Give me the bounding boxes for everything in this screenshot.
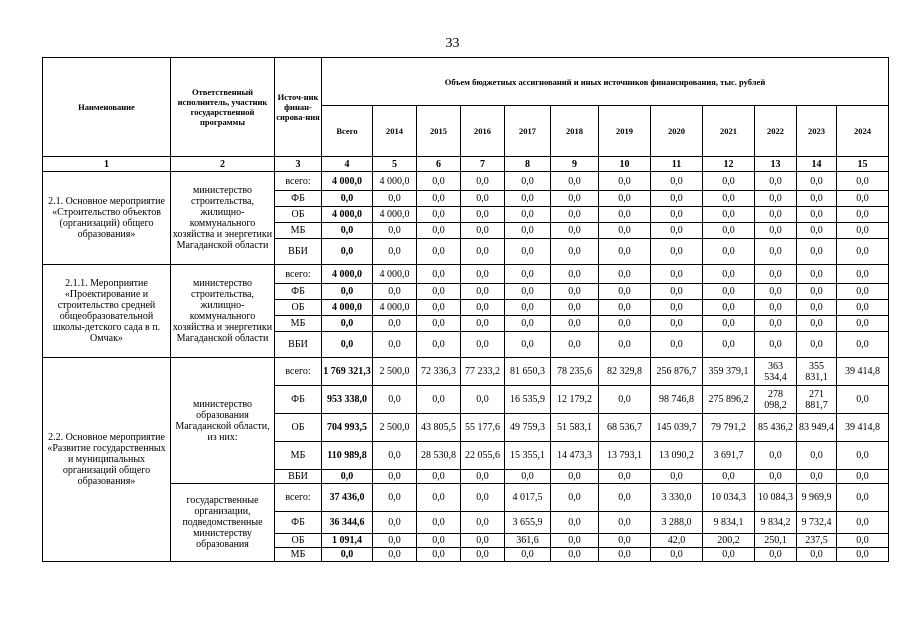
value-cell: 0,0 bbox=[551, 300, 599, 316]
value-cell: 0,0 bbox=[505, 239, 551, 265]
value-cell: 0,0 bbox=[417, 239, 461, 265]
total-value-cell: 0,0 bbox=[322, 470, 373, 484]
value-cell: 0,0 bbox=[797, 191, 837, 207]
source-cell: ФБ bbox=[275, 512, 322, 534]
value-cell: 0,0 bbox=[551, 284, 599, 300]
column-number: 1 bbox=[43, 157, 171, 172]
value-cell: 49 759,3 bbox=[505, 414, 551, 442]
value-cell: 0,0 bbox=[551, 512, 599, 534]
column-number: 11 bbox=[651, 157, 703, 172]
value-cell: 0,0 bbox=[651, 172, 703, 191]
value-cell: 9 834,1 bbox=[703, 512, 755, 534]
table-header bbox=[43, 58, 889, 172]
column-number: 6 bbox=[417, 157, 461, 172]
value-cell: 0,0 bbox=[373, 332, 417, 358]
value-cell: 363 534,4 bbox=[755, 358, 797, 386]
value-cell: 0,0 bbox=[599, 534, 651, 548]
value-cell: 0,0 bbox=[837, 191, 889, 207]
value-cell: 77 233,2 bbox=[461, 358, 505, 386]
table-row bbox=[43, 265, 889, 284]
value-cell: 0,0 bbox=[599, 548, 651, 562]
value-cell: 0,0 bbox=[373, 386, 417, 414]
value-cell: 0,0 bbox=[373, 548, 417, 562]
value-cell: 4 017,5 bbox=[505, 484, 551, 512]
value-cell: 256 876,7 bbox=[651, 358, 703, 386]
value-cell: 0,0 bbox=[837, 284, 889, 300]
value-cell: 0,0 bbox=[417, 512, 461, 534]
value-cell: 0,0 bbox=[551, 548, 599, 562]
value-cell: 0,0 bbox=[505, 332, 551, 358]
value-cell: 0,0 bbox=[755, 442, 797, 470]
value-cell: 22 055,6 bbox=[461, 442, 505, 470]
value-cell: 79 791,2 bbox=[703, 414, 755, 442]
value-cell: 0,0 bbox=[417, 172, 461, 191]
value-cell: 85 436,2 bbox=[755, 414, 797, 442]
responsible-cell: министерство строительства, жилищно-коммунального хозяйства и энергетики Магаданской области bbox=[171, 265, 275, 358]
value-cell: 0,0 bbox=[373, 534, 417, 548]
value-cell: 0,0 bbox=[651, 191, 703, 207]
value-cell: 0,0 bbox=[837, 386, 889, 414]
value-cell: 51 583,1 bbox=[551, 414, 599, 442]
total-value-cell: 1 769 321,3 bbox=[322, 358, 373, 386]
header-year-2018: 2018 bbox=[551, 106, 599, 157]
value-cell: 145 039,7 bbox=[651, 414, 703, 442]
value-cell: 0,0 bbox=[505, 265, 551, 284]
header-year-2017: 2017 bbox=[505, 106, 551, 157]
value-cell: 0,0 bbox=[373, 284, 417, 300]
total-value-cell: 704 993,5 bbox=[322, 414, 373, 442]
value-cell: 0,0 bbox=[505, 223, 551, 239]
total-value-cell: 110 989,8 bbox=[322, 442, 373, 470]
value-cell: 0,0 bbox=[599, 239, 651, 265]
value-cell: 0,0 bbox=[837, 265, 889, 284]
value-cell: 39 414,8 bbox=[837, 358, 889, 386]
source-cell: всего: bbox=[275, 484, 322, 512]
value-cell: 0,0 bbox=[551, 316, 599, 332]
value-cell: 0,0 bbox=[703, 191, 755, 207]
page-number: 33 bbox=[445, 36, 460, 51]
value-cell: 0,0 bbox=[797, 470, 837, 484]
value-cell: 0,0 bbox=[417, 332, 461, 358]
total-value-cell: 4 000,0 bbox=[322, 172, 373, 191]
value-cell: 0,0 bbox=[837, 172, 889, 191]
value-cell: 0,0 bbox=[599, 386, 651, 414]
source-cell: ФБ bbox=[275, 284, 322, 300]
header-year-2020: 2020 bbox=[651, 106, 703, 157]
value-cell: 0,0 bbox=[599, 207, 651, 223]
column-number: 4 bbox=[322, 157, 373, 172]
value-cell: 0,0 bbox=[651, 548, 703, 562]
value-cell: 0,0 bbox=[797, 442, 837, 470]
header-funding-title: Объем бюджетных ассигнований и иных источников финансирования, тыс. рублей bbox=[322, 58, 889, 106]
value-cell: 16 535,9 bbox=[505, 386, 551, 414]
value-cell: 0,0 bbox=[837, 548, 889, 562]
value-cell: 4 000,0 bbox=[373, 300, 417, 316]
value-cell: 0,0 bbox=[755, 223, 797, 239]
value-cell: 0,0 bbox=[373, 316, 417, 332]
value-cell: 0,0 bbox=[417, 484, 461, 512]
total-value-cell: 0,0 bbox=[322, 548, 373, 562]
value-cell: 278 098,2 bbox=[755, 386, 797, 414]
value-cell: 0,0 bbox=[599, 332, 651, 358]
source-cell: всего: bbox=[275, 172, 322, 191]
value-cell: 0,0 bbox=[797, 223, 837, 239]
value-cell: 0,0 bbox=[837, 316, 889, 332]
column-number: 5 bbox=[373, 157, 417, 172]
value-cell: 0,0 bbox=[797, 284, 837, 300]
header-responsible: Ответственный исполнитель, участник государственной программы bbox=[171, 58, 275, 157]
value-cell: 0,0 bbox=[651, 223, 703, 239]
value-cell: 12 179,2 bbox=[551, 386, 599, 414]
column-number: 2 bbox=[171, 157, 275, 172]
value-cell: 0,0 bbox=[417, 207, 461, 223]
column-number: 3 bbox=[275, 157, 322, 172]
value-cell: 0,0 bbox=[797, 548, 837, 562]
total-value-cell: 4 000,0 bbox=[322, 300, 373, 316]
value-cell: 0,0 bbox=[461, 548, 505, 562]
value-cell: 0,0 bbox=[505, 284, 551, 300]
value-cell: 0,0 bbox=[373, 223, 417, 239]
column-number: 14 bbox=[797, 157, 837, 172]
responsible-cell: министерство образования Магаданской области, из них: bbox=[171, 358, 275, 484]
source-cell: ОБ bbox=[275, 414, 322, 442]
total-value-cell: 36 344,6 bbox=[322, 512, 373, 534]
value-cell: 0,0 bbox=[461, 207, 505, 223]
value-cell: 0,0 bbox=[461, 223, 505, 239]
source-cell: ВБИ bbox=[275, 470, 322, 484]
value-cell: 39 414,8 bbox=[837, 414, 889, 442]
value-cell: 237,5 bbox=[797, 534, 837, 548]
value-cell: 0,0 bbox=[461, 512, 505, 534]
responsible-cell: министерство строительства, жилищно-коммунального хозяйства и энергетики Магаданской области bbox=[171, 172, 275, 265]
value-cell: 0,0 bbox=[417, 284, 461, 300]
value-cell: 0,0 bbox=[551, 239, 599, 265]
header-name: Наименование bbox=[43, 58, 171, 157]
value-cell: 0,0 bbox=[505, 548, 551, 562]
value-cell: 0,0 bbox=[417, 316, 461, 332]
value-cell: 0,0 bbox=[651, 207, 703, 223]
value-cell: 0,0 bbox=[373, 191, 417, 207]
value-cell: 0,0 bbox=[651, 239, 703, 265]
column-number: 15 bbox=[837, 157, 889, 172]
value-cell: 0,0 bbox=[461, 316, 505, 332]
value-cell: 0,0 bbox=[837, 534, 889, 548]
total-value-cell: 0,0 bbox=[322, 239, 373, 265]
source-cell: ВБИ bbox=[275, 332, 322, 358]
value-cell: 0,0 bbox=[599, 284, 651, 300]
value-cell: 0,0 bbox=[417, 534, 461, 548]
value-cell: 0,0 bbox=[599, 191, 651, 207]
value-cell: 0,0 bbox=[797, 172, 837, 191]
value-cell: 0,0 bbox=[373, 484, 417, 512]
value-cell: 0,0 bbox=[755, 207, 797, 223]
value-cell: 0,0 bbox=[797, 207, 837, 223]
value-cell: 72 336,3 bbox=[417, 358, 461, 386]
value-cell: 0,0 bbox=[599, 300, 651, 316]
value-cell: 0,0 bbox=[703, 223, 755, 239]
value-cell: 4 000,0 bbox=[373, 172, 417, 191]
value-cell: 0,0 bbox=[837, 223, 889, 239]
activity-name-cell: 2.2. Основное мероприятие «Развитие государственных и муниципальных организаций общего образования» bbox=[43, 358, 171, 562]
budget-table bbox=[42, 57, 889, 562]
value-cell: 0,0 bbox=[461, 484, 505, 512]
header-year-2022: 2022 bbox=[755, 106, 797, 157]
value-cell: 28 530,8 bbox=[417, 442, 461, 470]
value-cell: 14 473,3 bbox=[551, 442, 599, 470]
value-cell: 98 746,8 bbox=[651, 386, 703, 414]
value-cell: 0,0 bbox=[461, 534, 505, 548]
value-cell: 0,0 bbox=[703, 172, 755, 191]
value-cell: 42,0 bbox=[651, 534, 703, 548]
value-cell: 0,0 bbox=[755, 548, 797, 562]
total-value-cell: 0,0 bbox=[322, 223, 373, 239]
value-cell: 359 379,1 bbox=[703, 358, 755, 386]
column-number-row bbox=[43, 157, 889, 172]
value-cell: 0,0 bbox=[461, 332, 505, 358]
value-cell: 0,0 bbox=[505, 316, 551, 332]
value-cell: 0,0 bbox=[651, 300, 703, 316]
value-cell: 0,0 bbox=[417, 191, 461, 207]
activity-name-cell: 2.1. Основное мероприятие «Строительство объектов (организаций) общего образования» bbox=[43, 172, 171, 265]
source-cell: ОБ bbox=[275, 207, 322, 223]
value-cell: 0,0 bbox=[755, 332, 797, 358]
column-number: 10 bbox=[599, 157, 651, 172]
value-cell: 81 650,3 bbox=[505, 358, 551, 386]
table-row bbox=[43, 172, 889, 191]
value-cell: 3 330,0 bbox=[651, 484, 703, 512]
value-cell: 0,0 bbox=[837, 512, 889, 534]
header-total: Всего bbox=[322, 106, 373, 157]
value-cell: 0,0 bbox=[417, 265, 461, 284]
value-cell: 0,0 bbox=[651, 332, 703, 358]
value-cell: 0,0 bbox=[599, 316, 651, 332]
value-cell: 0,0 bbox=[551, 191, 599, 207]
value-cell: 0,0 bbox=[461, 172, 505, 191]
value-cell: 0,0 bbox=[417, 386, 461, 414]
source-cell: ОБ bbox=[275, 534, 322, 548]
value-cell: 0,0 bbox=[797, 265, 837, 284]
value-cell: 200,2 bbox=[703, 534, 755, 548]
value-cell: 0,0 bbox=[651, 265, 703, 284]
value-cell: 0,0 bbox=[755, 470, 797, 484]
value-cell: 0,0 bbox=[755, 191, 797, 207]
total-value-cell: 4 000,0 bbox=[322, 207, 373, 223]
value-cell: 55 177,6 bbox=[461, 414, 505, 442]
total-value-cell: 0,0 bbox=[322, 284, 373, 300]
value-cell: 0,0 bbox=[461, 300, 505, 316]
source-cell: МБ bbox=[275, 442, 322, 470]
value-cell: 0,0 bbox=[837, 470, 889, 484]
value-cell: 0,0 bbox=[837, 484, 889, 512]
value-cell: 0,0 bbox=[373, 512, 417, 534]
table-row bbox=[43, 358, 889, 386]
value-cell: 250,1 bbox=[755, 534, 797, 548]
header-year-2024: 2024 bbox=[837, 106, 889, 157]
responsible-cell: государственные организации, подведомственные министерству образования bbox=[171, 484, 275, 562]
source-cell: ОБ bbox=[275, 300, 322, 316]
value-cell: 0,0 bbox=[461, 239, 505, 265]
value-cell: 0,0 bbox=[599, 512, 651, 534]
value-cell: 0,0 bbox=[551, 207, 599, 223]
value-cell: 13 090,2 bbox=[651, 442, 703, 470]
value-cell: 0,0 bbox=[703, 332, 755, 358]
value-cell: 0,0 bbox=[417, 223, 461, 239]
value-cell: 3 691,7 bbox=[703, 442, 755, 470]
value-cell: 0,0 bbox=[651, 470, 703, 484]
value-cell: 355 831,1 bbox=[797, 358, 837, 386]
value-cell: 4 000,0 bbox=[373, 207, 417, 223]
value-cell: 43 805,5 bbox=[417, 414, 461, 442]
value-cell: 271 881,7 bbox=[797, 386, 837, 414]
value-cell: 0,0 bbox=[651, 316, 703, 332]
table-body bbox=[43, 172, 889, 562]
source-cell: всего: bbox=[275, 265, 322, 284]
value-cell: 0,0 bbox=[551, 172, 599, 191]
value-cell: 0,0 bbox=[551, 534, 599, 548]
value-cell: 0,0 bbox=[551, 265, 599, 284]
value-cell: 0,0 bbox=[703, 239, 755, 265]
column-number: 9 bbox=[551, 157, 599, 172]
value-cell: 0,0 bbox=[599, 265, 651, 284]
value-cell: 0,0 bbox=[837, 332, 889, 358]
value-cell: 83 949,4 bbox=[797, 414, 837, 442]
value-cell: 0,0 bbox=[703, 265, 755, 284]
source-cell: МБ bbox=[275, 316, 322, 332]
value-cell: 0,0 bbox=[703, 207, 755, 223]
total-value-cell: 4 000,0 bbox=[322, 265, 373, 284]
value-cell: 0,0 bbox=[755, 172, 797, 191]
value-cell: 0,0 bbox=[373, 470, 417, 484]
value-cell: 0,0 bbox=[551, 332, 599, 358]
source-cell: МБ bbox=[275, 548, 322, 562]
source-cell: ВБИ bbox=[275, 239, 322, 265]
value-cell: 0,0 bbox=[417, 470, 461, 484]
total-value-cell: 953 338,0 bbox=[322, 386, 373, 414]
value-cell: 0,0 bbox=[417, 548, 461, 562]
value-cell: 0,0 bbox=[651, 284, 703, 300]
header-year-2015: 2015 bbox=[417, 106, 461, 157]
source-cell: ФБ bbox=[275, 386, 322, 414]
value-cell: 361,6 bbox=[505, 534, 551, 548]
value-cell: 0,0 bbox=[461, 470, 505, 484]
value-cell: 0,0 bbox=[837, 239, 889, 265]
value-cell: 0,0 bbox=[417, 300, 461, 316]
value-cell: 0,0 bbox=[505, 470, 551, 484]
value-cell: 0,0 bbox=[551, 484, 599, 512]
value-cell: 10 084,3 bbox=[755, 484, 797, 512]
value-cell: 3 655,9 bbox=[505, 512, 551, 534]
total-value-cell: 0,0 bbox=[322, 191, 373, 207]
value-cell: 2 500,0 bbox=[373, 358, 417, 386]
total-value-cell: 0,0 bbox=[322, 316, 373, 332]
value-cell: 0,0 bbox=[797, 332, 837, 358]
value-cell: 0,0 bbox=[505, 300, 551, 316]
header-year-2019: 2019 bbox=[599, 106, 651, 157]
value-cell: 82 329,8 bbox=[599, 358, 651, 386]
value-cell: 0,0 bbox=[837, 442, 889, 470]
column-number: 13 bbox=[755, 157, 797, 172]
value-cell: 0,0 bbox=[461, 386, 505, 414]
value-cell: 0,0 bbox=[703, 300, 755, 316]
source-cell: ФБ bbox=[275, 191, 322, 207]
value-cell: 68 536,7 bbox=[599, 414, 651, 442]
total-value-cell: 1 091,4 bbox=[322, 534, 373, 548]
value-cell: 0,0 bbox=[703, 316, 755, 332]
header-year-2021: 2021 bbox=[703, 106, 755, 157]
value-cell: 2 500,0 bbox=[373, 414, 417, 442]
value-cell: 0,0 bbox=[551, 470, 599, 484]
value-cell: 0,0 bbox=[505, 207, 551, 223]
value-cell: 0,0 bbox=[755, 239, 797, 265]
value-cell: 15 355,1 bbox=[505, 442, 551, 470]
value-cell: 78 235,6 bbox=[551, 358, 599, 386]
value-cell: 0,0 bbox=[461, 191, 505, 207]
value-cell: 0,0 bbox=[755, 316, 797, 332]
value-cell: 0,0 bbox=[797, 316, 837, 332]
value-cell: 0,0 bbox=[755, 300, 797, 316]
header-source: Источ-ник финан-сирова-ния bbox=[275, 58, 322, 157]
value-cell: 0,0 bbox=[461, 284, 505, 300]
value-cell: 0,0 bbox=[755, 265, 797, 284]
value-cell: 0,0 bbox=[703, 284, 755, 300]
value-cell: 0,0 bbox=[703, 548, 755, 562]
column-number: 12 bbox=[703, 157, 755, 172]
value-cell: 4 000,0 bbox=[373, 265, 417, 284]
value-cell: 0,0 bbox=[551, 223, 599, 239]
value-cell: 0,0 bbox=[755, 284, 797, 300]
value-cell: 0,0 bbox=[837, 300, 889, 316]
value-cell: 0,0 bbox=[797, 239, 837, 265]
value-cell: 0,0 bbox=[703, 470, 755, 484]
column-number: 8 bbox=[505, 157, 551, 172]
value-cell: 0,0 bbox=[505, 172, 551, 191]
value-cell: 9 834,2 bbox=[755, 512, 797, 534]
value-cell: 9 732,4 bbox=[797, 512, 837, 534]
value-cell: 0,0 bbox=[373, 239, 417, 265]
value-cell: 10 034,3 bbox=[703, 484, 755, 512]
value-cell: 13 793,1 bbox=[599, 442, 651, 470]
total-value-cell: 0,0 bbox=[322, 332, 373, 358]
value-cell: 0,0 bbox=[461, 265, 505, 284]
activity-name-cell: 2.1.1. Мероприятие «Проектирование и строительство средней общеобразовательной школы-детского сада в п. Омчак» bbox=[43, 265, 171, 358]
source-cell: МБ bbox=[275, 223, 322, 239]
header-year-2023: 2023 bbox=[797, 106, 837, 157]
total-value-cell: 37 436,0 bbox=[322, 484, 373, 512]
value-cell: 3 288,0 bbox=[651, 512, 703, 534]
value-cell: 0,0 bbox=[505, 191, 551, 207]
header-year-2014: 2014 bbox=[373, 106, 417, 157]
value-cell: 0,0 bbox=[599, 223, 651, 239]
value-cell: 275 896,2 bbox=[703, 386, 755, 414]
value-cell: 0,0 bbox=[373, 442, 417, 470]
column-number: 7 bbox=[461, 157, 505, 172]
source-cell: всего: bbox=[275, 358, 322, 386]
header-year-2016: 2016 bbox=[461, 106, 505, 157]
value-cell: 0,0 bbox=[797, 300, 837, 316]
value-cell: 0,0 bbox=[599, 172, 651, 191]
value-cell: 9 969,9 bbox=[797, 484, 837, 512]
value-cell: 0,0 bbox=[599, 484, 651, 512]
value-cell: 0,0 bbox=[599, 470, 651, 484]
value-cell: 0,0 bbox=[837, 207, 889, 223]
